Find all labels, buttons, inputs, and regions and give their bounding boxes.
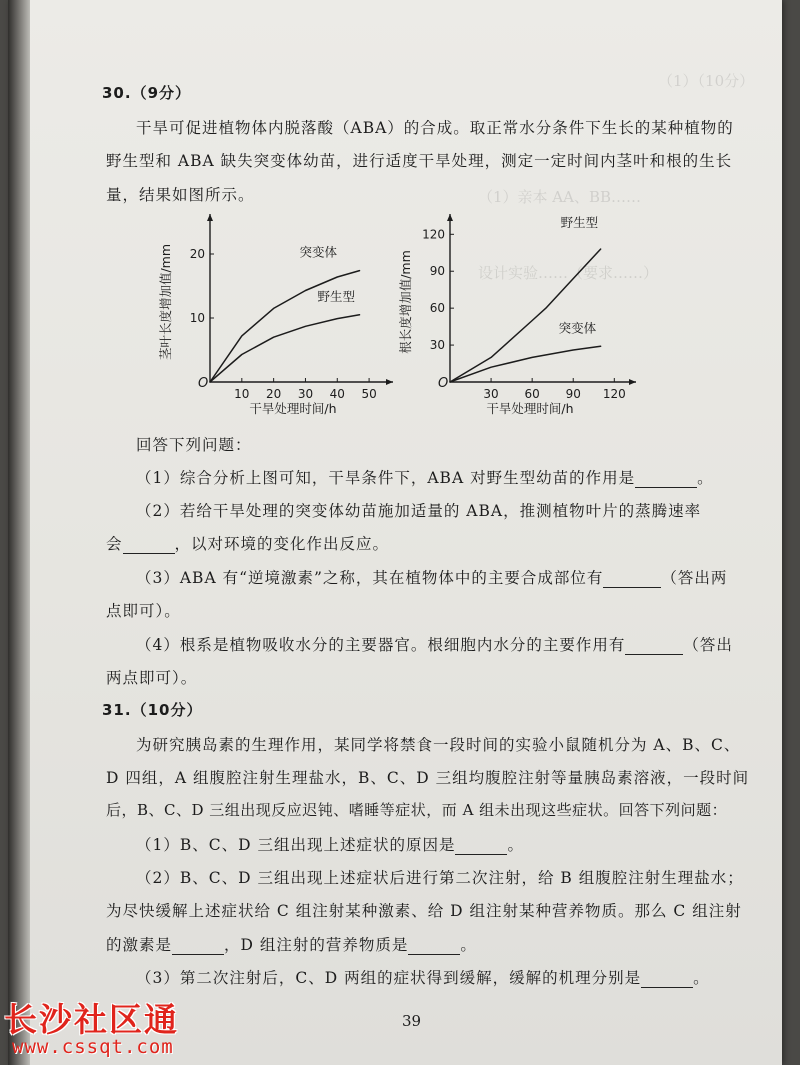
answer-blank[interactable] — [603, 569, 661, 588]
x-tick-label: 60 — [524, 387, 540, 401]
question-31-sub1 — [136, 833, 524, 855]
answer-blank[interactable] — [408, 936, 460, 955]
y-tick-label: 90 — [429, 264, 445, 279]
x-tick-label: 10 — [234, 387, 250, 401]
answer-blank[interactable] — [625, 636, 683, 655]
bleed-through-text: 设计实验……（要求……） — [478, 264, 659, 282]
x-tick-label: 90 — [565, 387, 581, 401]
series-line — [450, 249, 601, 382]
answer-blank[interactable] — [641, 969, 693, 988]
question-31-heading: 31.（10分） — [102, 701, 203, 719]
x-axis-arrow-icon — [386, 379, 393, 385]
answer-blank[interactable] — [172, 936, 224, 955]
book-binding — [8, 0, 30, 1065]
y-tick-label: 10 — [189, 311, 205, 325]
watermark-brand: 长沙社区通 — [4, 1000, 179, 1039]
x-tick-label: 30 — [297, 387, 314, 401]
question-31-sub2: （2）B、C、D 三组出现上述症状后进行第二次注射，给 B 组腹腔注射生理盐水； — [136, 869, 744, 887]
question-31-para: 为研究胰岛素的生理作用，某同学将禁食一段时间的实验小鼠随机分为 A、B、C、 — [136, 736, 741, 754]
sub1-end: 。 — [697, 469, 714, 487]
question-30-para: 量，结果如图所示。 — [106, 186, 255, 204]
answer-blank[interactable] — [455, 836, 507, 855]
stem-leaf-chart — [158, 214, 393, 416]
series-label: 野生型 — [317, 288, 356, 304]
sub2-text: 的激素是 — [106, 936, 173, 954]
page-number: 39 — [402, 1012, 422, 1030]
sub3-text: （3）第二次注射后，C、D 两组的症状得到缓解，缓解的机理分别是 — [136, 969, 642, 987]
question-30-sub2-cont — [106, 532, 389, 554]
bleed-through-text: （1）亲本 AA、BB…… — [478, 188, 642, 206]
origin-label: O — [198, 376, 209, 391]
sub3-end: 。 — [693, 969, 710, 987]
x-tick-label: 120 — [602, 387, 626, 401]
question-30-sub3 — [136, 566, 727, 588]
origin-label: O — [438, 376, 449, 391]
sub2-end: 。 — [460, 936, 477, 954]
sub2-text: ，D 组注射的营养物质是 — [224, 936, 409, 954]
x-tick-label: 20 — [265, 387, 282, 401]
root-chart — [398, 214, 636, 416]
sub2-end: ，以对环境的变化作出反应。 — [174, 535, 390, 553]
sub1-text: （1）综合分析上图可知，干旱条件下，ABA 对野生型幼苗的作用是 — [136, 469, 636, 487]
question-31-para: D 四组，A 组腹腔注射生理盐水，B、C、D 三组均腹腔注射等量胰岛素溶液，一段时间 — [106, 769, 750, 787]
y-axis-arrow-icon — [207, 214, 213, 221]
y-axis-arrow-icon — [447, 214, 453, 221]
x-axis-label: 干旱处理时间/h — [486, 401, 574, 416]
answer-intro: 回答下列问题： — [136, 436, 252, 454]
y-axis-label: 茎叶长度增加值/mm — [158, 243, 173, 361]
sub3-text: （3）ABA 有“逆境激素”之称，其在植物体中的主要合成部位有 — [136, 569, 604, 587]
answer-blank[interactable] — [123, 535, 175, 554]
question-30-sub3-cont: 点即可）。 — [106, 602, 181, 620]
series-line — [210, 271, 360, 382]
exam-page — [8, 0, 782, 1065]
question-30-sub1 — [136, 466, 714, 488]
sub3-end: （答出两 — [661, 569, 728, 587]
question-30-heading: 30.（9分） — [102, 84, 192, 102]
sub1-text: （1）B、C、D 三组出现上述症状的原因是 — [136, 836, 456, 854]
y-tick-label: 20 — [189, 247, 205, 261]
sub1-end: 。 — [507, 836, 524, 854]
growth-charts — [148, 210, 648, 425]
x-axis-label: 干旱处理时间/h — [249, 401, 337, 416]
question-30-sub2: （2）若给干旱处理的突变体幼苗施加适量的 ABA，推测植物叶片的蒸腾速率 — [136, 502, 702, 520]
question-31-sub2-cont2 — [106, 933, 477, 955]
question-30-para: 干旱可促进植物体内脱落酸（ABA）的合成。取正常水分条件下生长的某种植物的 — [136, 119, 734, 137]
x-axis-arrow-icon — [629, 379, 636, 385]
series-label: 突变体 — [299, 244, 338, 260]
y-tick-label: 60 — [429, 301, 445, 316]
question-30-sub4 — [136, 633, 733, 655]
y-tick-label: 120 — [422, 227, 445, 242]
sub4-end: （答出 — [683, 636, 733, 654]
x-tick-label: 40 — [329, 387, 345, 401]
y-tick-label: 30 — [429, 338, 445, 353]
question-30-sub4-cont: 两点即可）。 — [106, 669, 198, 687]
x-tick-label: 30 — [483, 387, 499, 401]
x-tick-label: 50 — [361, 387, 377, 401]
bleed-through-text: （1）（10分） — [658, 72, 755, 90]
sub4-text: （4）根系是植物吸收水分的主要器官。根细胞内水分的主要作用有 — [136, 636, 626, 654]
series-label: 突变体 — [558, 320, 597, 336]
question-30-para: 野生型和 ABA 缺失突变体幼苗，进行适度干旱处理，测定一定时间内茎叶和根的生长 — [106, 152, 733, 170]
question-31-sub2-cont: 为尽快缓解上述症状给 C 组注射某种激素、给 D 组注射某种营养物质。那么 C 组注射 — [106, 902, 742, 920]
y-axis-label: 根长度增加值/mm — [398, 250, 413, 354]
sub2-text: 会 — [106, 535, 123, 553]
question-31-sub3 — [136, 966, 710, 988]
answer-blank[interactable] — [635, 469, 697, 488]
question-31-para: 后，B、C、D 三组出现反应迟钝、嗜睡等症状，而 A 组未出现这些症状。回答下列问题： — [106, 801, 728, 819]
series-label: 野生型 — [560, 215, 599, 231]
series-line — [450, 346, 601, 382]
watermark-url: www.cssqt.com — [12, 1036, 174, 1058]
